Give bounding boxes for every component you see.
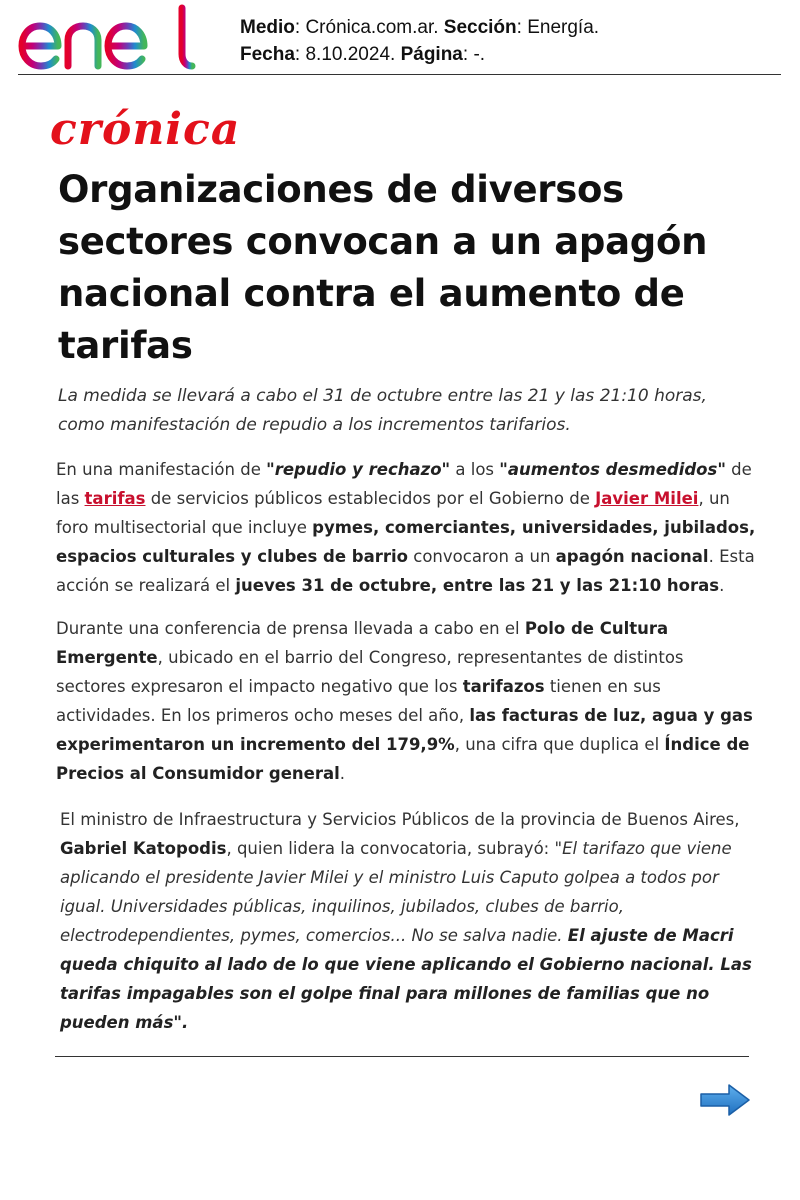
seccion-value: Energía. [527, 17, 600, 38]
p1-text: de las [56, 460, 752, 508]
article-subhead: La medida se llevará a cabo el 31 de octubre entre las 21 y las 21:10 horas, como manifestación de repudio a los incrementos tarifarios. [58, 386, 707, 435]
p2-text: . [339, 764, 346, 783]
article-headline: Organizaciones de diversos sectores convocan a un apagón nacional contra el aumento de tarifas [58, 168, 708, 367]
tarifas-link[interactable]: tarifas [84, 489, 146, 508]
fecha-label: Fecha [240, 44, 295, 65]
p1-text: a los [450, 460, 500, 479]
p3-text: , quien lidera la convocatoria, subrayó: " [226, 839, 563, 858]
article-paragraph-3 [60, 805, 760, 1037]
p2-bold-polo: Polo de Cultura Emergente [56, 619, 669, 667]
p1-bold-apagon: apagón nacional [555, 547, 709, 566]
article-paragraph-1 [56, 455, 756, 600]
p2-bold-facturas: las facturas de luz, agua y gas experimentaron un incremento del 179,9% [56, 706, 753, 754]
p1-text: . Esta acción se realizará el [56, 547, 755, 595]
p1-text: de servicios públicos establecidos por el Gobierno de [145, 489, 596, 508]
javier-milei-link[interactable]: Javier Milei [595, 489, 699, 508]
p1-text: convocaron a un [408, 547, 556, 566]
header-divider [18, 74, 781, 75]
p3-quote-bold-italic: El ajuste de Macri queda chiquito al lado de lo que viene aplicando el Gobierno nacional. Las tarifas impagables son el golpe final para millones de familias que no pueden más". [60, 926, 752, 1032]
article-paragraph-2 [56, 614, 756, 788]
p2-bold-tarifazos: tarifazos [462, 677, 545, 696]
p1-text: . [719, 576, 725, 595]
cronica-masthead-logo: crónica [50, 104, 241, 155]
p2-bold-indice: Índice de Precios al Consumidor general [56, 735, 750, 783]
p3-quote-italic: El tarifazo que viene aplicando el presidente Javier Milei y el ministro Luis Caputo golpea a todos por igual. Universidades públicas, inquilinos, jubilados, clubes de barrio, electrodependientes, pymes, comercios... No se salva nadie. [60, 839, 732, 945]
medio-value: Crónica.com.ar. [305, 17, 439, 38]
footer-divider [55, 1056, 749, 1057]
pagina-label: Página [400, 44, 463, 65]
meta-line-1: Medio: Crónica.com.ar. Sección: Energía. [240, 17, 600, 38]
p3-bold-katopodis: Gabriel Katopodis [60, 839, 227, 858]
p1-quote-repudio: "repudio y rechazo" [266, 460, 451, 479]
meta-line-2: Fecha: 8.10.2024. Página: -. [240, 44, 486, 65]
enel-logo [16, 4, 196, 70]
p2-text: , ubicado en el barrio del Congreso, representantes de distintos sectores expresaron el impacto negativo que los [56, 648, 684, 696]
p1-quote-aumentos: "aumentos desmedidos" [499, 460, 726, 479]
p3-text: El ministro de Infraestructura y Servicios Públicos de la provincia de Buenos Aires, [60, 810, 740, 829]
fecha-value: 8.10.2024. [305, 44, 396, 65]
seccion-label: Sección [443, 17, 517, 38]
pagina-value: -. [473, 44, 486, 65]
right-arrow-icon[interactable] [699, 1083, 751, 1117]
medio-label: Medio [240, 17, 295, 38]
p1-bold-sectors: pymes, comerciantes, universidades, jubilados, espacios culturales y clubes de barrio [56, 518, 756, 566]
document-meta [240, 14, 599, 68]
p1-text: , un foro multisectorial que incluye [56, 489, 730, 537]
p2-text: tienen en sus actividades. En los primeros ocho meses del año, [56, 677, 661, 725]
p1-bold-date: jueves 31 de octubre, entre las 21 y las 21:10 horas [235, 576, 720, 595]
p2-text: Durante una conferencia de prensa llevada a cabo en el [56, 619, 525, 638]
p1-text: En una manifestación de [56, 460, 267, 479]
p2-text: , una cifra que duplica el [454, 735, 665, 754]
